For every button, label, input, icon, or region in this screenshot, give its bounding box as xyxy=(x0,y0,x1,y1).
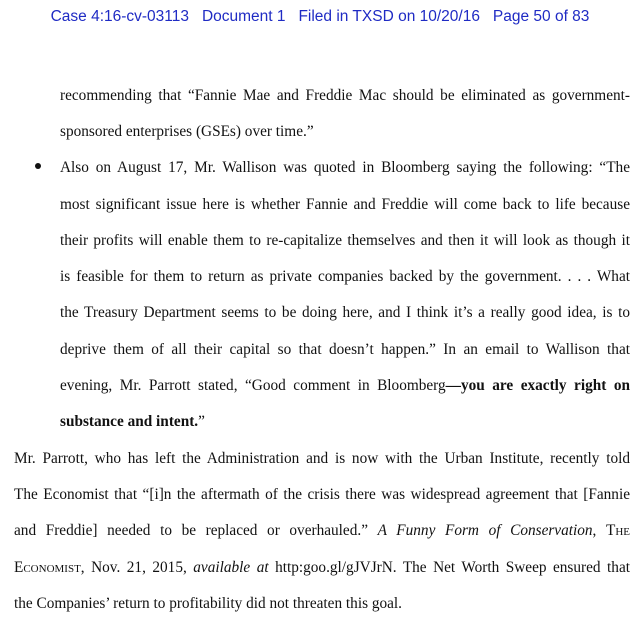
publication-name: The xyxy=(606,522,631,539)
text-line: most significant issue here is whether Fannie and Freddie will come back to life because xyxy=(60,196,630,213)
body-text: , Nov. 21, 2015, xyxy=(80,559,194,576)
filing-header xyxy=(0,8,640,26)
case-number: Case 4:16-cv-03113 xyxy=(50,8,190,25)
quote-text: evening, Mr. Parrott stated, “Good comment in Bloomberg xyxy=(60,377,446,394)
text-line xyxy=(14,522,630,540)
text-line: the Treasury Department seems to be doing here, and I think it’s a really good idea, is to xyxy=(60,304,630,321)
text-line xyxy=(60,413,205,431)
text-line: deprive them of all their capital so that doesn’t happen.” In an email to Wallison that xyxy=(60,341,630,358)
text-line xyxy=(14,559,630,577)
citation-title: A Funny Form of Conservation xyxy=(377,522,593,539)
document-number: Document 1 xyxy=(201,8,286,25)
text-line: sponsored enterprises (GSEs) over time.” xyxy=(60,123,314,140)
filed-date: Filed in TXSD on 10/20/16 xyxy=(298,8,480,25)
text-line: Also on August 17, Mr. Wallison was quoted in Bloomberg saying the following: “The xyxy=(60,159,630,176)
emphasized-text: substance and intent. xyxy=(60,413,199,430)
text-line: their profits will enable them to re-capitalize themselves and then it will look as though it xyxy=(60,232,630,249)
text-line xyxy=(60,377,630,395)
emphasized-text: —you are exactly right on xyxy=(445,377,630,394)
bullet-icon xyxy=(35,163,41,169)
text-line: Mr. Parrott, who has left the Administration and is now with the Urban Institute, recently told xyxy=(14,450,630,467)
text-line: The Economist that “[i]n the aftermath of the crisis there was widespread agreement that [Fannie xyxy=(14,486,630,503)
closing-quote: ” xyxy=(198,413,205,430)
text-line: is feasible for them to return as private companies backed by the government. . . . What xyxy=(60,268,630,285)
body-text: , xyxy=(592,522,606,539)
body-text: http:goo.gl/gJVJrN. The Net Worth Sweep ensured that xyxy=(268,559,630,576)
citation-signal: available at xyxy=(193,559,269,576)
text-line: the Companies’ return to profitability did not threaten this goal. xyxy=(14,595,403,612)
publication-name: Economist xyxy=(14,559,81,576)
text-line: recommending that “Fannie Mae and Freddie Mac should be eliminated as government- xyxy=(60,87,630,104)
body-text: and Freddie] needed to be replaced or overhauled.” xyxy=(14,522,378,539)
page-number: Page 50 of 83 xyxy=(492,8,590,25)
